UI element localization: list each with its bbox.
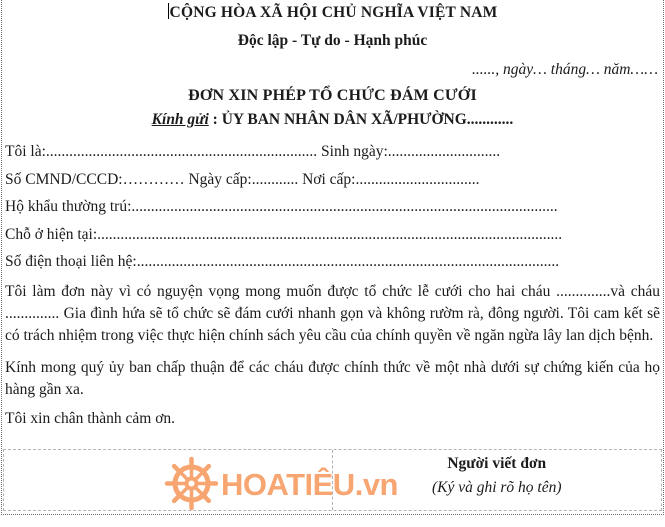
wedding-permission-application-document [1, 0, 664, 515]
national-title-text: CỘNG HÒA XÃ HỘI CHỦ NGHĨA VIỆT NAM [169, 4, 498, 21]
recipient-line [5, 111, 660, 129]
body-paragraph-appeal: Kính mong quý ủy ban chấp thuận để các cháu được chính thức về một nhà dưới sự chứng kiến của họ hàng gần xa. [5, 358, 660, 398]
field-id-number: Số CMND/CCCD:………… Ngày cấp:............ Nơi cấp:................................ [5, 170, 480, 188]
national-motto: Độc lập - Tự do - Hạnh phúc [237, 32, 428, 49]
signature-block [333, 450, 662, 510]
field-full-name-and-birthday: Tôi là:...................................................................... Sinh ngày:............................. [5, 143, 501, 160]
logo-brand-name: HOATIÊU [221, 466, 355, 502]
closing-thanks: Tôi xin chân thành cảm ơn. [5, 409, 176, 427]
national-title [5, 3, 660, 22]
signature-note: (Ký và ghi rõ họ tên) [431, 479, 562, 496]
signature-table-empty-cell [4, 450, 333, 510]
recipient-value: : ỦY BAN NHÂN DÂN XÃ/PHƯỜNG............ [208, 111, 514, 128]
document-title: ĐƠN XIN PHÉP TỔ CHỨC ĐÁM CƯỚI [188, 87, 477, 104]
field-current-address: Chỗ ở hiện tại:........................................................................................................................ [5, 225, 563, 243]
body-paragraph-request: Tôi làm đơn này vì có nguyện vọng mong muốn được tổ chức lễ cưới cho hai cháu ..............và cháu .............. Gia đình hứa sẽ tổ chức sẽ đám cưới nhanh gọn và không rườm rà, đông người. Tôi cam kết sẽ có trách nhiệm trong việc thực hiện chính sách yêu cầu của chính quyền về ngăn ngừa lây lan dịch bệnh. [5, 282, 660, 344]
field-phone-number: Số điện thoại liên hệ:............................................................................................................. [5, 253, 560, 270]
text-cursor [168, 3, 169, 19]
recipient-label: Kính gửi [151, 111, 209, 128]
form-fields [5, 138, 660, 276]
signature-title: Người viết đơn [447, 455, 547, 472]
signature-table [3, 449, 662, 511]
logo-tld: .vn [354, 466, 398, 502]
date-line: ......, ngày… tháng… năm…… [471, 61, 658, 78]
field-permanent-residence: Hộ khẩu thường trú:.............................................................................................................. [5, 198, 558, 215]
